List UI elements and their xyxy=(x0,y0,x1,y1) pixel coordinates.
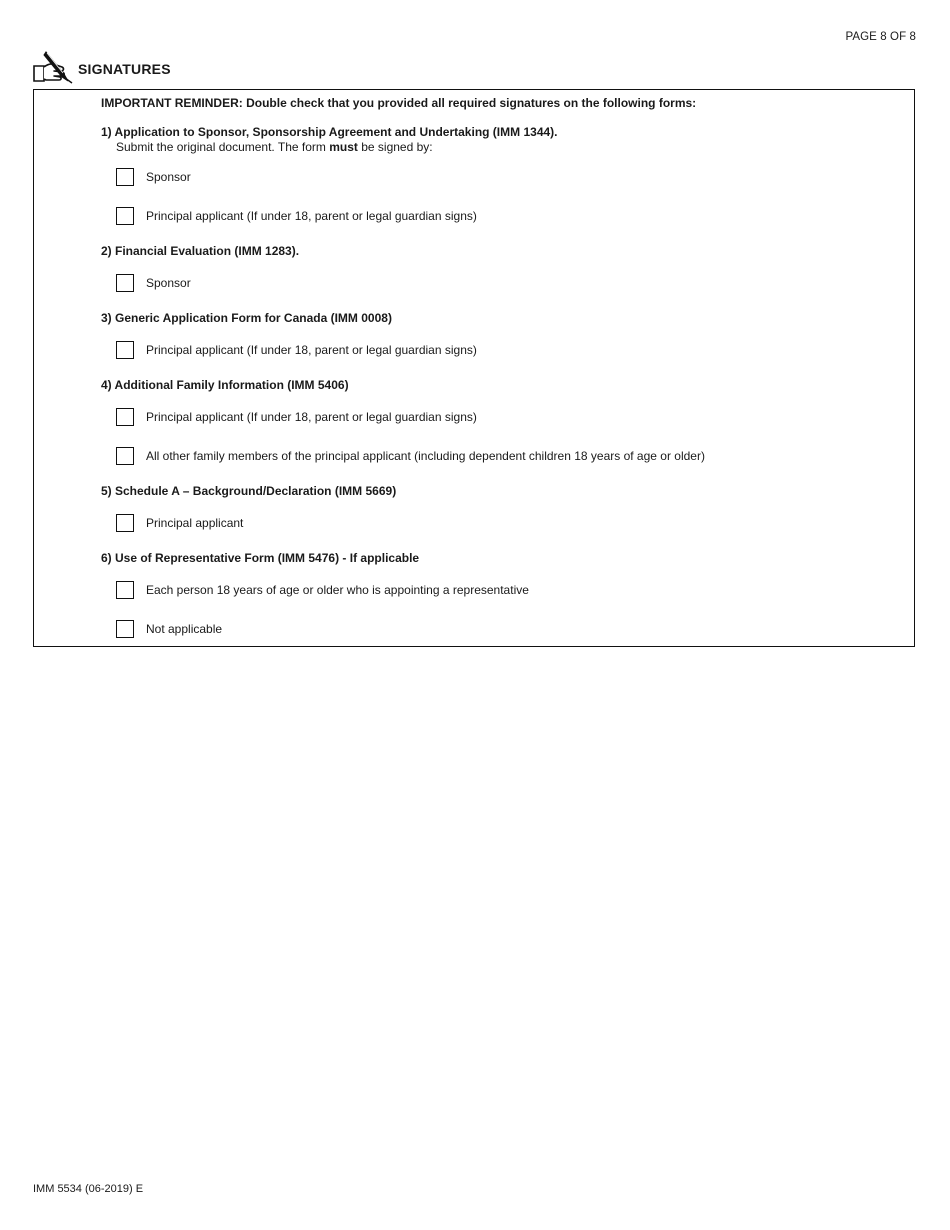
checkbox-label: Not applicable xyxy=(146,622,223,636)
important-reminder: IMPORTANT REMINDER: Double check that you provided all required signatures on the following forms: xyxy=(101,96,697,110)
checklist-item xyxy=(116,273,191,293)
checkbox-imm-1344-principal-applicant[interactable] xyxy=(116,207,134,225)
form-heading-imm-0008: 3) Generic Application Form for Canada (IMM 0008) xyxy=(101,311,392,325)
checklist-item xyxy=(116,206,477,226)
signature-checklist xyxy=(33,89,915,647)
checklist-item xyxy=(116,407,477,427)
checkbox-imm-5476-appointing-person[interactable] xyxy=(116,581,134,599)
form-code: IMM 5534 (06-2019) E xyxy=(33,1183,144,1195)
checkbox-label: Principal applicant (If under 18, parent or legal guardian signs) xyxy=(146,209,477,223)
checkbox-imm-1283-sponsor[interactable] xyxy=(116,274,134,292)
checkbox-imm-5476-not-applicable[interactable] xyxy=(116,620,134,638)
section-header xyxy=(32,48,171,84)
form-heading-imm-1344: 1) Application to Sponsor, Sponsorship Agreement and Undertaking (IMM 1344). xyxy=(101,125,558,139)
checkbox-label: All other family members of the principal applicant (including dependent children 18 years of age or older) xyxy=(146,449,705,463)
form-instruction: Submit the original document. The form must be signed by: xyxy=(116,140,433,154)
checkbox-imm-5406-principal-applicant[interactable] xyxy=(116,408,134,426)
checkbox-label: Principal applicant (If under 18, parent or legal guardian signs) xyxy=(146,343,477,357)
checkbox-label: Sponsor xyxy=(146,276,191,290)
page-number: PAGE 8 OF 8 xyxy=(845,31,916,43)
checkbox-imm-1344-sponsor[interactable] xyxy=(116,168,134,186)
form-heading-imm-5669: 5) Schedule A – Background/Declaration (IMM 5669) xyxy=(101,484,397,498)
checklist-item xyxy=(116,167,191,187)
checklist-item xyxy=(116,619,222,639)
checklist-item xyxy=(116,446,705,466)
checkbox-label: Sponsor xyxy=(146,170,191,184)
checklist-item xyxy=(116,513,243,533)
checkbox-label: Each person 18 years of age or older who is appointing a representative xyxy=(146,583,529,597)
checkbox-label: Principal applicant (If under 18, parent or legal guardian signs) xyxy=(146,410,477,424)
checkbox-imm-5669-principal-applicant[interactable] xyxy=(116,514,134,532)
form-heading-imm-1283: 2) Financial Evaluation (IMM 1283). xyxy=(101,244,300,258)
checkbox-imm-0008-principal-applicant[interactable] xyxy=(116,341,134,359)
checkbox-label: Principal applicant xyxy=(146,516,244,530)
hand-writing-icon xyxy=(32,48,74,84)
checklist-item xyxy=(116,580,529,600)
section-title: SIGNATURES xyxy=(78,61,171,77)
checklist-item xyxy=(116,340,477,360)
form-heading-imm-5406: 4) Additional Family Information (IMM 5406) xyxy=(101,378,349,392)
form-heading-imm-5476: 6) Use of Representative Form (IMM 5476) - If applicable xyxy=(101,551,420,565)
checkbox-imm-5406-family-members[interactable] xyxy=(116,447,134,465)
